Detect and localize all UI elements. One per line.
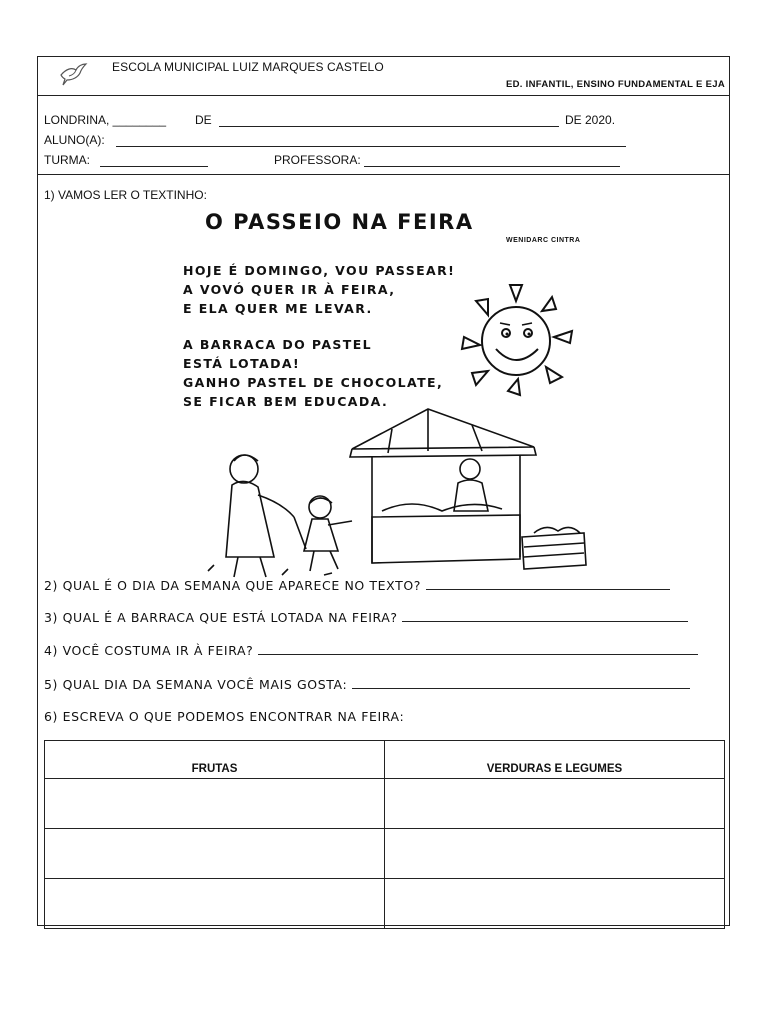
table-row	[45, 879, 725, 929]
table-header-row	[45, 741, 725, 779]
form-divider	[38, 174, 729, 175]
poem-line: A VOVÓ QUER IR À FEIRA,	[183, 282, 396, 297]
student-label: ALUNO(A):	[44, 133, 105, 147]
class-label: TURMA:	[44, 153, 90, 167]
table-cell[interactable]	[385, 829, 725, 879]
month-field[interactable]	[219, 114, 559, 132]
poem-stanza-1	[183, 261, 455, 318]
poem-line: A BARRACA DO PASTEL	[183, 337, 373, 352]
question-5: 5) QUAL DIA DA SEMANA VOCÊ MAIS GOSTA:	[44, 676, 690, 692]
poem-line: E ELA QUER ME LEVAR.	[183, 301, 373, 316]
answer-2-field[interactable]	[426, 577, 670, 590]
question-2: 2) QUAL É O DIA DA SEMANA QUE APARECE NO TEXTO?	[44, 577, 670, 593]
market-items-table	[44, 740, 725, 929]
header-divider	[38, 95, 729, 96]
question-1: 1) VAMOS LER O TEXTINHO:	[44, 188, 207, 202]
question-3: 3) QUAL É A BARRACA QUE ESTÁ LOTADA NA FEIRA?	[44, 609, 688, 625]
table-row	[45, 829, 725, 879]
market-illustration	[182, 407, 590, 579]
column-header-fruits: FRUTAS	[45, 741, 385, 779]
city-label: LONDRINA, ________	[44, 113, 167, 127]
table-cell[interactable]	[45, 829, 385, 879]
de-label: DE	[195, 113, 212, 127]
student-name-field[interactable]	[116, 134, 626, 152]
teacher-field[interactable]	[364, 154, 620, 172]
answer-5-field[interactable]	[352, 676, 690, 689]
question-4: 4) VOCÊ COSTUMA IR À FEIRA?	[44, 642, 698, 658]
table-cell[interactable]	[45, 879, 385, 929]
story-title: O PASSEIO NA FEIRA	[205, 210, 474, 234]
education-levels: ED. INFANTIL, ENSINO FUNDAMENTAL E EJA	[505, 79, 725, 90]
poem-line: ESTÁ LOTADA!	[183, 356, 301, 371]
school-name: ESCOLA MUNICIPAL LUIZ MARQUES CASTELO	[112, 60, 384, 74]
table-row	[45, 779, 725, 829]
class-field[interactable]	[100, 154, 208, 172]
teacher-label: PROFESSORA:	[274, 153, 361, 167]
dove-icon	[58, 61, 88, 89]
poem-line: SE FICAR BEM EDUCADA.	[183, 394, 389, 409]
story-author: WENIDARC CINTRA	[506, 237, 581, 244]
table-cell[interactable]	[45, 779, 385, 829]
poem-stanza-2	[183, 335, 443, 411]
worksheet	[37, 56, 730, 926]
table-cell[interactable]	[385, 879, 725, 929]
table-cell[interactable]	[385, 779, 725, 829]
answer-4-field[interactable]	[258, 642, 698, 655]
city-date-line	[44, 113, 166, 127]
column-header-vegetables: VERDURAS E LEGUMES	[385, 741, 725, 779]
poem-line: HOJE É DOMINGO, VOU PASSEAR!	[183, 263, 456, 278]
year-label: DE 2020.	[565, 113, 616, 127]
sun-illustration	[430, 279, 590, 397]
question-6: 6) ESCREVA O QUE PODEMOS ENCONTRAR NA FEIRA:	[44, 709, 405, 724]
answer-3-field[interactable]	[402, 609, 688, 622]
poem-line: GANHO PASTEL DE CHOCOLATE,	[183, 375, 444, 390]
